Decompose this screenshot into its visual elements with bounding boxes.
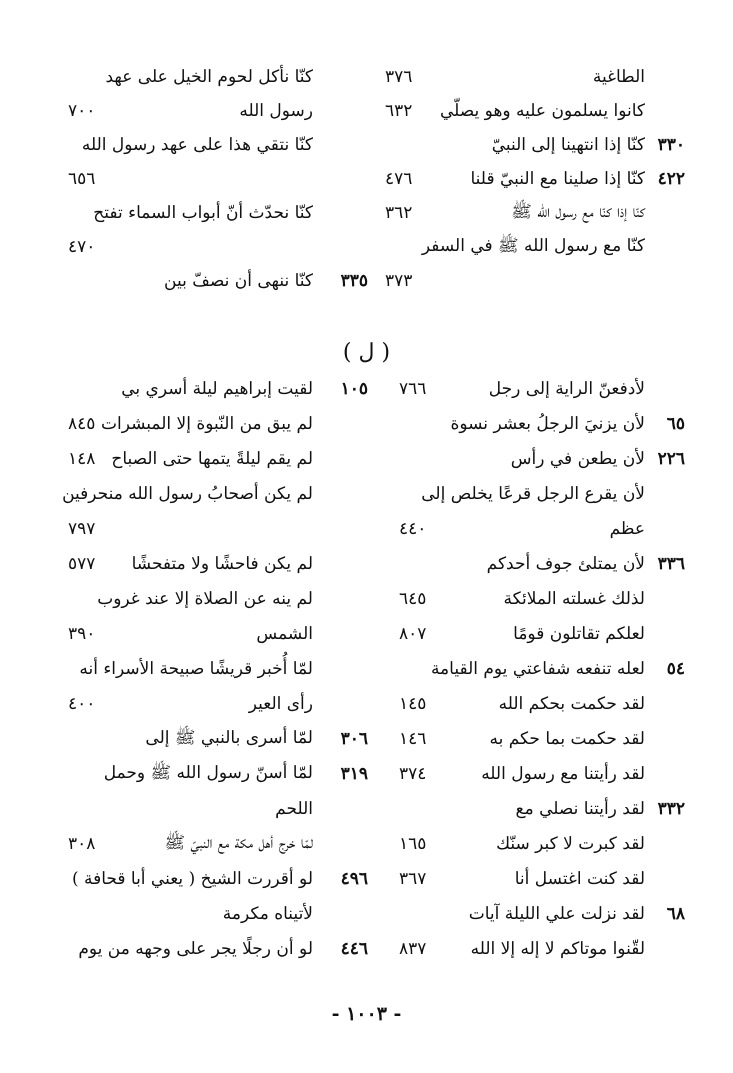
entry-number: ١٠٥	[340, 379, 368, 399]
index-entry	[469, 897, 645, 931]
entry-page: ٤٧٦	[385, 169, 413, 189]
entry-text: لمّا أُخبر قريشًا صبيحة الأسراء أنه	[79, 659, 313, 679]
bottom-right-column	[385, 372, 685, 982]
index-entry	[422, 230, 645, 264]
index-entry	[511, 196, 645, 230]
entry-page: ٣٦٧	[399, 869, 427, 889]
entry-page: ٤٠٠	[68, 694, 96, 714]
entry-page: ١٦٥	[399, 834, 427, 854]
index-entry	[79, 652, 313, 686]
entry-text: كنّا نتقي هذا على عهد رسول الله	[81, 135, 313, 155]
index-entry	[511, 442, 645, 476]
index-entry	[111, 442, 313, 476]
entry-text: كنّا مع رسول الله ﷺ في السفر	[421, 235, 645, 256]
entry-text: لمّا أسنّ رسول الله ﷺ وحمل	[103, 762, 313, 783]
entry-page: ٦٥٦	[68, 169, 96, 189]
index-entry	[440, 94, 645, 128]
entry-text: لمّا أسرى بالنبي ﷺ إلى	[145, 727, 313, 748]
entry-text: لم يكن أصحابُ رسول الله منحرفين	[62, 484, 313, 504]
entry-number: ٣٣٥	[340, 271, 368, 291]
entry-text: لقد رأيتنا مع رسول الله	[481, 764, 645, 784]
entry-text: لعلكم تقاتلون قومًا	[513, 624, 645, 644]
index-entry	[72, 862, 313, 896]
entry-number: ٢٢٦	[657, 449, 685, 469]
index-entry	[223, 897, 313, 931]
entry-page: ٣٦٢	[385, 203, 413, 223]
index-entry	[132, 547, 313, 581]
entry-page: ٧٦٦	[399, 379, 427, 399]
entry-text: رسول الله	[239, 101, 313, 121]
entry-text: لأن يمتلئ جوف أحدكم	[486, 554, 645, 574]
entry-text: لقد نزلت علي الليلة آيات	[468, 904, 645, 924]
index-entry	[249, 687, 313, 721]
entry-text: كنّا إذا كنّا مع رسول الله ﷺ	[511, 201, 645, 222]
top-right-column	[385, 60, 685, 310]
index-entry	[165, 827, 313, 861]
top-left-column	[68, 60, 368, 310]
index-entry	[496, 827, 645, 861]
page-number: - ١٠٠٣ -	[331, 1003, 402, 1025]
entry-text: لقد كنت اغتسل أنا	[514, 869, 645, 889]
index-entry	[101, 407, 313, 441]
entry-page: ٨٤٥	[68, 414, 96, 434]
entry-number: ٤٢٢	[657, 169, 685, 189]
entry-page: ٦٣٢	[385, 101, 413, 121]
index-entry	[515, 862, 645, 896]
entry-text: لأن يطعن في رأس	[510, 449, 645, 469]
index-entry	[504, 582, 645, 616]
index-entry	[82, 128, 313, 162]
entry-text: كانوا يسلمون عليه وهو يصلّي	[440, 101, 645, 121]
entry-text: كنّا نأكل لحوم الخيل على عهد	[105, 67, 313, 87]
index-entry	[97, 582, 313, 616]
entry-text: كنّا ننهى أن نصفّ بين	[164, 271, 313, 291]
entry-page: ٣٧٦	[385, 67, 413, 87]
entry-text: لأن يقرع الرجل قرعًا يخلص إلى	[421, 484, 645, 504]
index-entry	[121, 372, 313, 406]
index-entry	[610, 512, 645, 546]
entry-number: ٦٥	[666, 414, 685, 434]
entry-page: ٥٧٧	[68, 554, 96, 574]
entry-text: اللحم	[275, 799, 313, 819]
entry-page: ١٤٨	[68, 449, 96, 469]
entry-text: كنّا إذا صلينا مع النبيّ قلنا	[470, 169, 645, 189]
index-entry	[256, 617, 313, 651]
entry-text: لقد رأيتنا نصلي مع	[515, 799, 645, 819]
entry-text: لقد كبرت لا كبر سنّك	[496, 834, 645, 854]
entry-page: ٣٩٠	[68, 624, 96, 644]
entry-page: ١٤٥	[399, 694, 427, 714]
index-entry	[481, 757, 645, 791]
bottom-left-column	[62, 372, 368, 982]
entry-page: ٧٩٧	[68, 519, 96, 539]
entry-page: ٣٠٨	[68, 834, 96, 854]
entry-number: ٣١٩	[340, 764, 368, 784]
entry-text: لقد حكمت بحكم الله	[498, 694, 645, 714]
index-entry	[93, 196, 313, 230]
index-entry	[489, 722, 645, 756]
entry-number: ٣٣٢	[657, 799, 685, 819]
entry-text: الشمس	[256, 624, 313, 644]
index-entry	[106, 60, 314, 94]
entry-text: لقد حكمت بما حكم به	[489, 729, 645, 749]
index-entry	[516, 792, 645, 826]
index-entry	[164, 264, 313, 298]
entry-text: لمّا خرج أهل مكة مع النبيّ ﷺ	[164, 832, 313, 853]
entry-page: ٨٣٧	[399, 939, 427, 959]
entry-number: ٦٨	[666, 904, 685, 924]
entry-text: لعله تنفعه شفاعتي يوم القيامة	[430, 659, 645, 679]
entry-number: ٥٤	[666, 659, 685, 679]
index-entry	[78, 932, 313, 966]
entry-page: ٣٧٣	[385, 271, 413, 291]
entry-text: لم يقم ليلةً يتمها حتى الصباح	[111, 449, 313, 469]
entry-text: لأن يزنيَ الرجلُ بعشر نسوة	[450, 414, 645, 434]
entry-text: كنّا إذا انتهينا إلى النبيّ	[491, 135, 645, 155]
entry-text: لو أقررت الشيخ ( يعني أبا قحافة )	[71, 869, 313, 889]
index-entry	[421, 477, 645, 511]
entry-text: رأى العير	[248, 694, 313, 714]
index-entry	[471, 932, 645, 966]
index-entry	[499, 687, 645, 721]
entry-number: ٣٠٦	[340, 729, 368, 749]
index-entry	[513, 617, 645, 651]
entry-text: عظم	[609, 519, 645, 539]
index-entry	[145, 722, 313, 756]
index-entry	[104, 757, 313, 791]
entry-number: ٤٤٦	[340, 939, 368, 959]
entry-text: لذلك غسلته الملائكة	[503, 589, 645, 609]
index-entry	[62, 477, 313, 511]
index-entry	[593, 60, 645, 94]
entry-page: ٣٧٤	[399, 764, 427, 784]
section-heading: ( ل )	[342, 340, 391, 365]
entry-number: ٣٣٠	[657, 135, 685, 155]
entry-text: لم ينه عن الصلاة إلا عند غروب	[97, 589, 313, 609]
entry-text: لم يبق من النّبوة إلا المبشرات	[100, 414, 313, 434]
index-entry	[487, 547, 645, 581]
entry-text: كنّا نحدّث أنّ أبواب السماء تفتح	[93, 203, 313, 223]
entry-text: لأتيناه مكرمة	[222, 904, 313, 924]
entry-number: ٣٣٦	[657, 554, 685, 574]
entry-page: ٦٤٥	[399, 589, 427, 609]
index-entry	[492, 128, 645, 162]
entry-page: ٤٤٠	[399, 519, 427, 539]
entry-text: لأدفعنّ الراية إلى رجل	[488, 379, 645, 399]
entry-text: لقيت إبراهيم ليلة أسري بي	[121, 379, 313, 399]
entry-number: ٤٩٦	[340, 869, 368, 889]
index-entry	[275, 792, 313, 826]
index-entry	[450, 407, 645, 441]
entry-text: لو أن رجلًا يجر على وجهه من يوم	[78, 939, 313, 959]
index-entry	[239, 94, 313, 128]
entry-text: لم يكن فاحشًا ولا متفحشًا	[131, 554, 313, 574]
entry-page: ٧٠٠	[68, 101, 96, 121]
index-entry	[471, 162, 646, 196]
index-entry	[431, 652, 645, 686]
entry-page: ٤٧٠	[68, 237, 96, 257]
entry-page: ١٤٦	[399, 729, 427, 749]
index-entry	[489, 372, 645, 406]
entry-text: لقّنوا موتاكم لا إله إلا الله	[470, 939, 645, 959]
entry-text: الطاغية	[592, 67, 645, 87]
entry-page: ٨٠٧	[399, 624, 427, 644]
